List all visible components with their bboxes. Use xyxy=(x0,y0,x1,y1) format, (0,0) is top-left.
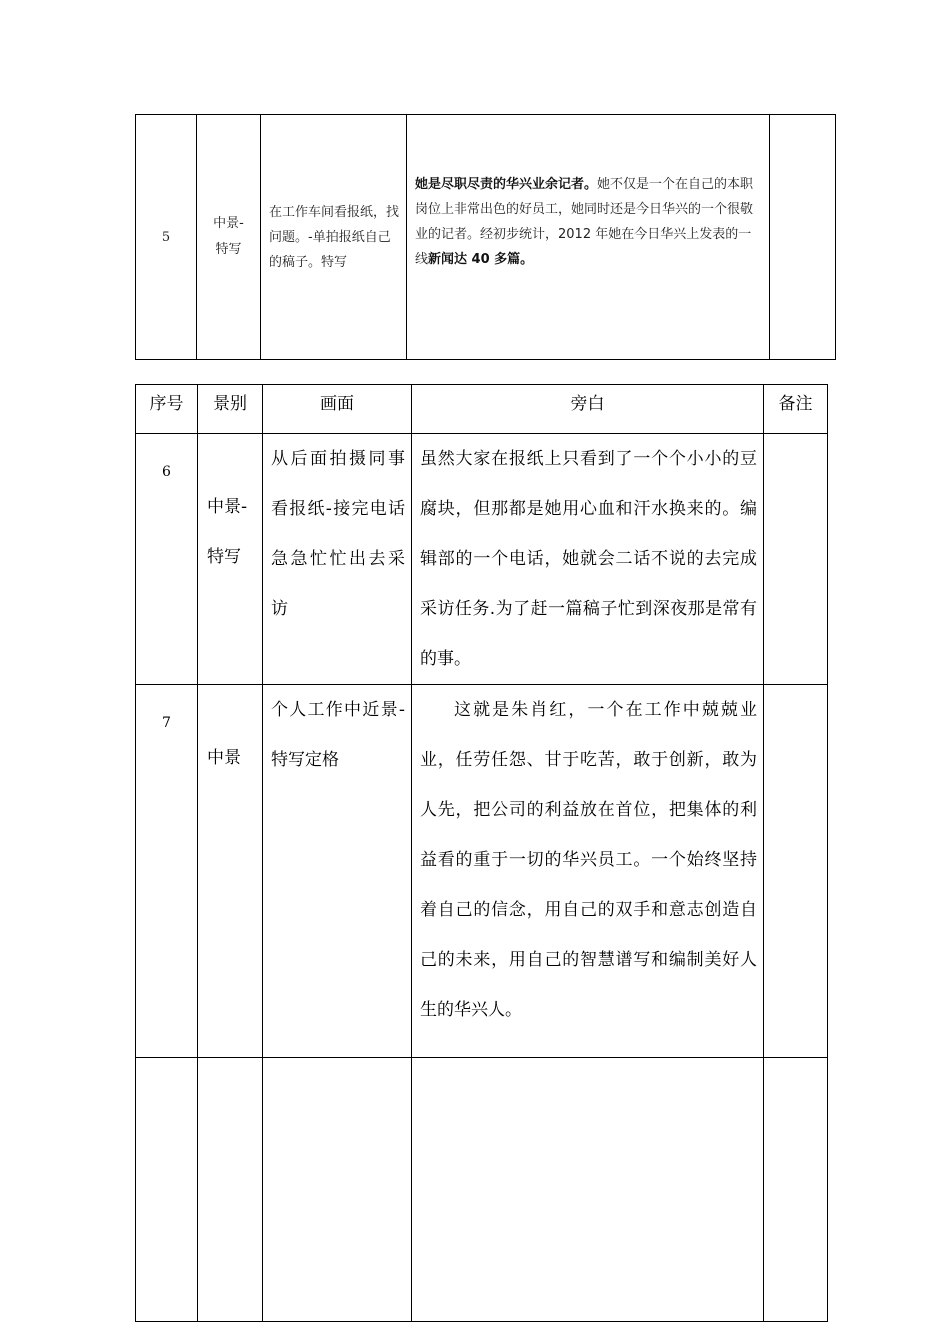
shot-type-line: 中景 xyxy=(207,748,241,768)
note-cell xyxy=(770,115,836,360)
row-number: 5 xyxy=(136,115,197,360)
shot-type-line: 特写 xyxy=(215,242,242,257)
scene-description: 从后面拍摄同事看报纸-接完电话急急忙忙出去采访 xyxy=(263,434,412,685)
note-cell xyxy=(764,685,828,1058)
narration-text: 她不仅是一个在自己的本职岗位上非常出色的好员工，她同时还是今日华兴的一个很敬业的记者。经初步统计，2012 年她在今日华兴上发表的一线 xyxy=(415,177,754,267)
narration: 虽然大家在报纸上只看到了一个个小小的豆腐块，但那都是她用心血和汗水换来的。编辑部的一个电话，她就会二话不说的去完成采访任务.为了赶一篇稿子忙到深夜那是常有的事。 xyxy=(412,434,764,685)
narration xyxy=(407,115,770,360)
scene-description: 个人工作中近景-特写定格 xyxy=(263,685,412,1058)
empty-cell xyxy=(198,1058,263,1322)
shot-type xyxy=(198,434,263,685)
shot-type xyxy=(198,685,263,1058)
table-row xyxy=(136,115,836,360)
storyboard-table-1 xyxy=(135,114,836,360)
narration-bold: 新闻达 40 多篇。 xyxy=(428,252,534,267)
empty-cell xyxy=(764,1058,828,1322)
shot-type-line: 中景- xyxy=(213,216,244,231)
table-row xyxy=(136,1058,828,1322)
header-shot-type: 景别 xyxy=(198,385,263,434)
row-number: 6 xyxy=(136,434,198,685)
table-row xyxy=(136,434,828,685)
scene-description: 在工作车间看报纸，找问题。-单拍报纸自己的稿子。特写 xyxy=(261,115,407,360)
narration: 这就是朱肖红，一个在工作中兢兢业业，任劳任怨、甘于吃苦，敢于创新，敢为人先，把公司的利益放在首位，把集体的利益看的重于一切的华兴员工。一个始终坚持着自己的信念，用自己的双手和意志创造自己的未来，用自己的智慧谱写和编制美好人生的华兴人。 xyxy=(412,685,764,1058)
header-number: 序号 xyxy=(136,385,198,434)
empty-cell xyxy=(136,1058,198,1322)
table-header-row xyxy=(136,385,828,434)
storyboard-table-2 xyxy=(135,384,828,1322)
empty-cell xyxy=(412,1058,764,1322)
shot-type-line: 中景- xyxy=(207,497,248,517)
row-number: 7 xyxy=(136,685,198,1058)
shot-type xyxy=(197,115,261,360)
header-scene: 画面 xyxy=(263,385,412,434)
header-narration: 旁白 xyxy=(412,385,764,434)
empty-cell xyxy=(263,1058,412,1322)
narration-bold: 她是尽职尽责的华兴业余记者。 xyxy=(415,177,598,192)
table-row xyxy=(136,685,828,1058)
note-cell xyxy=(764,434,828,685)
shot-type-line: 特写 xyxy=(207,547,241,567)
header-note: 备注 xyxy=(764,385,828,434)
